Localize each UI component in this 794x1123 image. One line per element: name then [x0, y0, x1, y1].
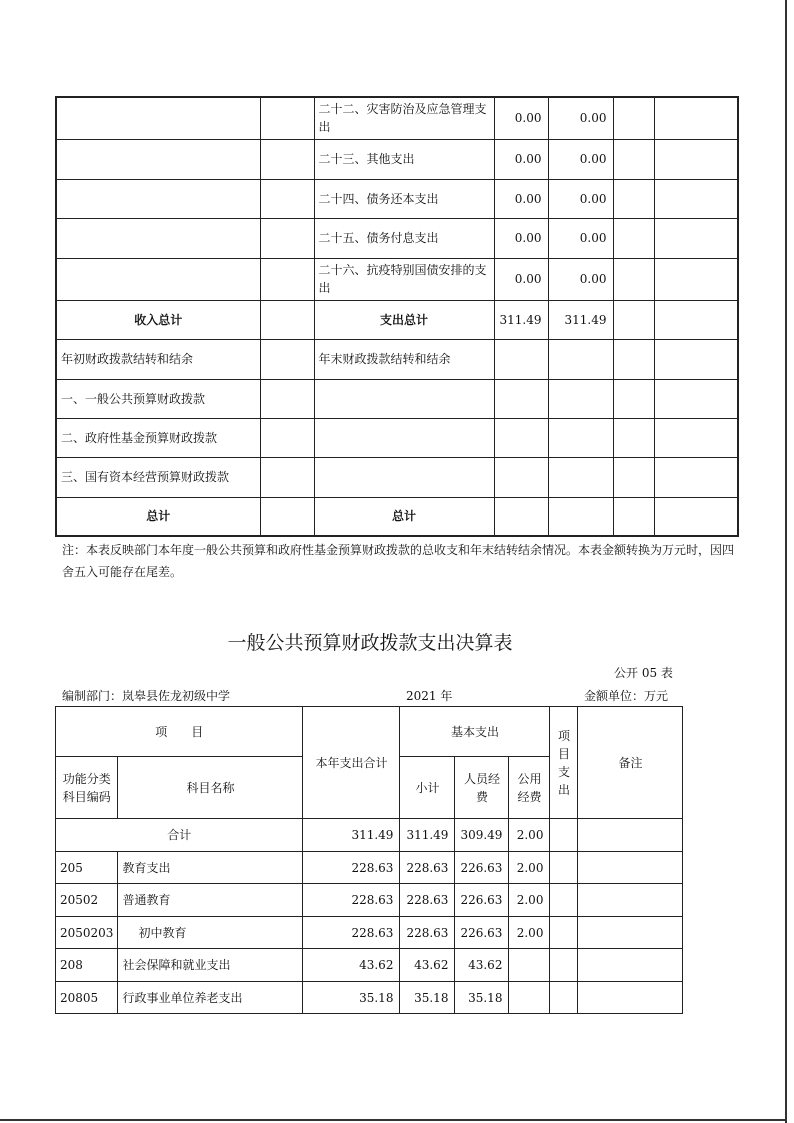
code-cell: 205 [56, 852, 118, 884]
expense-total-value: 311.49 [548, 300, 613, 339]
expense-total-value: 311.49 [494, 300, 548, 339]
summary-table [55, 96, 739, 537]
personnel-cell: 226.63 [455, 917, 509, 949]
personnel-cell: 43.62 [455, 949, 509, 982]
table-row [56, 852, 683, 884]
sum-label: 合计 [56, 819, 303, 852]
personnel-cell: 35.18 [455, 982, 509, 1014]
header-subtotal: 小计 [400, 757, 455, 819]
value-cell: 0.00 [548, 179, 613, 218]
table-note: 注：本表反映部门本年度一般公共预算和政府性基金预算财政拨款的总收支和年末结转结余情况。本表金额转换为万元时，因四舍五入可能存在尾差。 [62, 543, 735, 579]
year-label: 2021 年 [406, 689, 453, 703]
expense-item: 二十六、抗疫特别国债安排的支出 [314, 258, 494, 300]
value-cell: 0.00 [494, 139, 548, 179]
expense-item: 二十五、债务付息支出 [314, 218, 494, 258]
table-row [56, 258, 738, 300]
expense-total-label: 支出总计 [314, 300, 494, 339]
table-row [56, 139, 738, 179]
carry-item: 三、国有资本经营预算财政拨款 [56, 457, 260, 497]
value-cell: 0.00 [548, 139, 613, 179]
carry-begin-label: 年初财政拨款结转和结余 [56, 339, 260, 379]
page-title: 一般公共预算财政拨款支出决算表 [227, 632, 513, 654]
total-cell: 311.49 [303, 819, 400, 852]
subtotal-cell: 228.63 [400, 884, 455, 917]
header-code: 功能分类科目编码 [56, 757, 118, 819]
value-cell: 0.00 [494, 179, 548, 218]
public-cell: 2.00 [509, 852, 550, 884]
value-cell: 0.00 [494, 97, 548, 139]
public-cell: 2.00 [509, 819, 550, 852]
code-cell: 2050203 [56, 917, 118, 949]
name-cell: 社会保障和就业支出 [118, 949, 303, 982]
code-cell: 20805 [56, 982, 118, 1014]
name-cell: 教育支出 [118, 852, 303, 884]
header-project: 项目支出 [550, 707, 578, 819]
public-cell [509, 982, 550, 1014]
unit-label: 金额单位：万元 [584, 689, 669, 703]
expense-item: 二十二、灾害防治及应急管理支出 [314, 97, 494, 139]
carry-row [56, 339, 738, 379]
personnel-cell: 226.63 [455, 852, 509, 884]
total-cell: 228.63 [303, 884, 400, 917]
grand-total-row [56, 497, 738, 536]
public-cell [509, 949, 550, 982]
sum-row [56, 819, 683, 852]
header-total: 本年支出合计 [303, 707, 400, 819]
header-personnel: 人员经费 [455, 757, 509, 819]
name-cell: 初中教育 [118, 917, 303, 949]
carry-end-label: 年末财政拨款结转和结余 [314, 339, 494, 379]
carry-row [56, 379, 738, 418]
subtotal-cell: 35.18 [400, 982, 455, 1014]
carry-item: 一、一般公共预算财政拨款 [56, 379, 260, 418]
code-cell: 208 [56, 949, 118, 982]
expense-item: 二十三、其他支出 [314, 139, 494, 179]
table-row [56, 179, 738, 218]
form-number: 公开 05 表 [614, 666, 673, 680]
carry-row [56, 418, 738, 457]
code-cell: 20502 [56, 884, 118, 917]
header-row [56, 707, 683, 757]
table-row [56, 97, 738, 139]
page-bottom-edge [0, 1119, 787, 1121]
subtotal-cell: 228.63 [400, 852, 455, 884]
grand-total-right: 总计 [314, 497, 494, 536]
total-cell: 228.63 [303, 852, 400, 884]
table-row [56, 884, 683, 917]
header-item: 项 目 [56, 707, 303, 757]
name-cell: 普通教育 [118, 884, 303, 917]
header-remark: 备注 [578, 707, 683, 819]
department-label: 编制部门：岚皋县佐龙初级中学 [62, 689, 231, 703]
grand-total-left: 总计 [56, 497, 260, 536]
value-cell: 0.00 [494, 218, 548, 258]
subtotal-cell: 43.62 [400, 949, 455, 982]
totals-row [56, 300, 738, 339]
subtotal-cell: 311.49 [400, 819, 455, 852]
page-edge [785, 0, 787, 1123]
total-cell: 35.18 [303, 982, 400, 1014]
total-cell: 43.62 [303, 949, 400, 982]
personnel-cell: 309.49 [455, 819, 509, 852]
public-cell: 2.00 [509, 884, 550, 917]
value-cell: 0.00 [548, 258, 613, 300]
public-cell: 2.00 [509, 917, 550, 949]
income-total-label: 收入总计 [56, 300, 260, 339]
total-cell: 228.63 [303, 917, 400, 949]
header-name: 科目名称 [118, 757, 303, 819]
header-public: 公用经费 [509, 757, 550, 819]
value-cell: 0.00 [548, 218, 613, 258]
table-row [56, 982, 683, 1014]
carry-row [56, 457, 738, 497]
table-row [56, 218, 738, 258]
subtotal-cell: 228.63 [400, 917, 455, 949]
table-row [56, 917, 683, 949]
carry-item: 二、政府性基金预算财政拨款 [56, 418, 260, 457]
table-row [56, 949, 683, 982]
value-cell: 0.00 [494, 258, 548, 300]
value-cell: 0.00 [548, 97, 613, 139]
header-basic: 基本支出 [400, 707, 550, 757]
personnel-cell: 226.63 [455, 884, 509, 917]
expense-item: 二十四、债务还本支出 [314, 179, 494, 218]
name-cell: 行政事业单位养老支出 [118, 982, 303, 1014]
expenditure-table [55, 706, 683, 1014]
